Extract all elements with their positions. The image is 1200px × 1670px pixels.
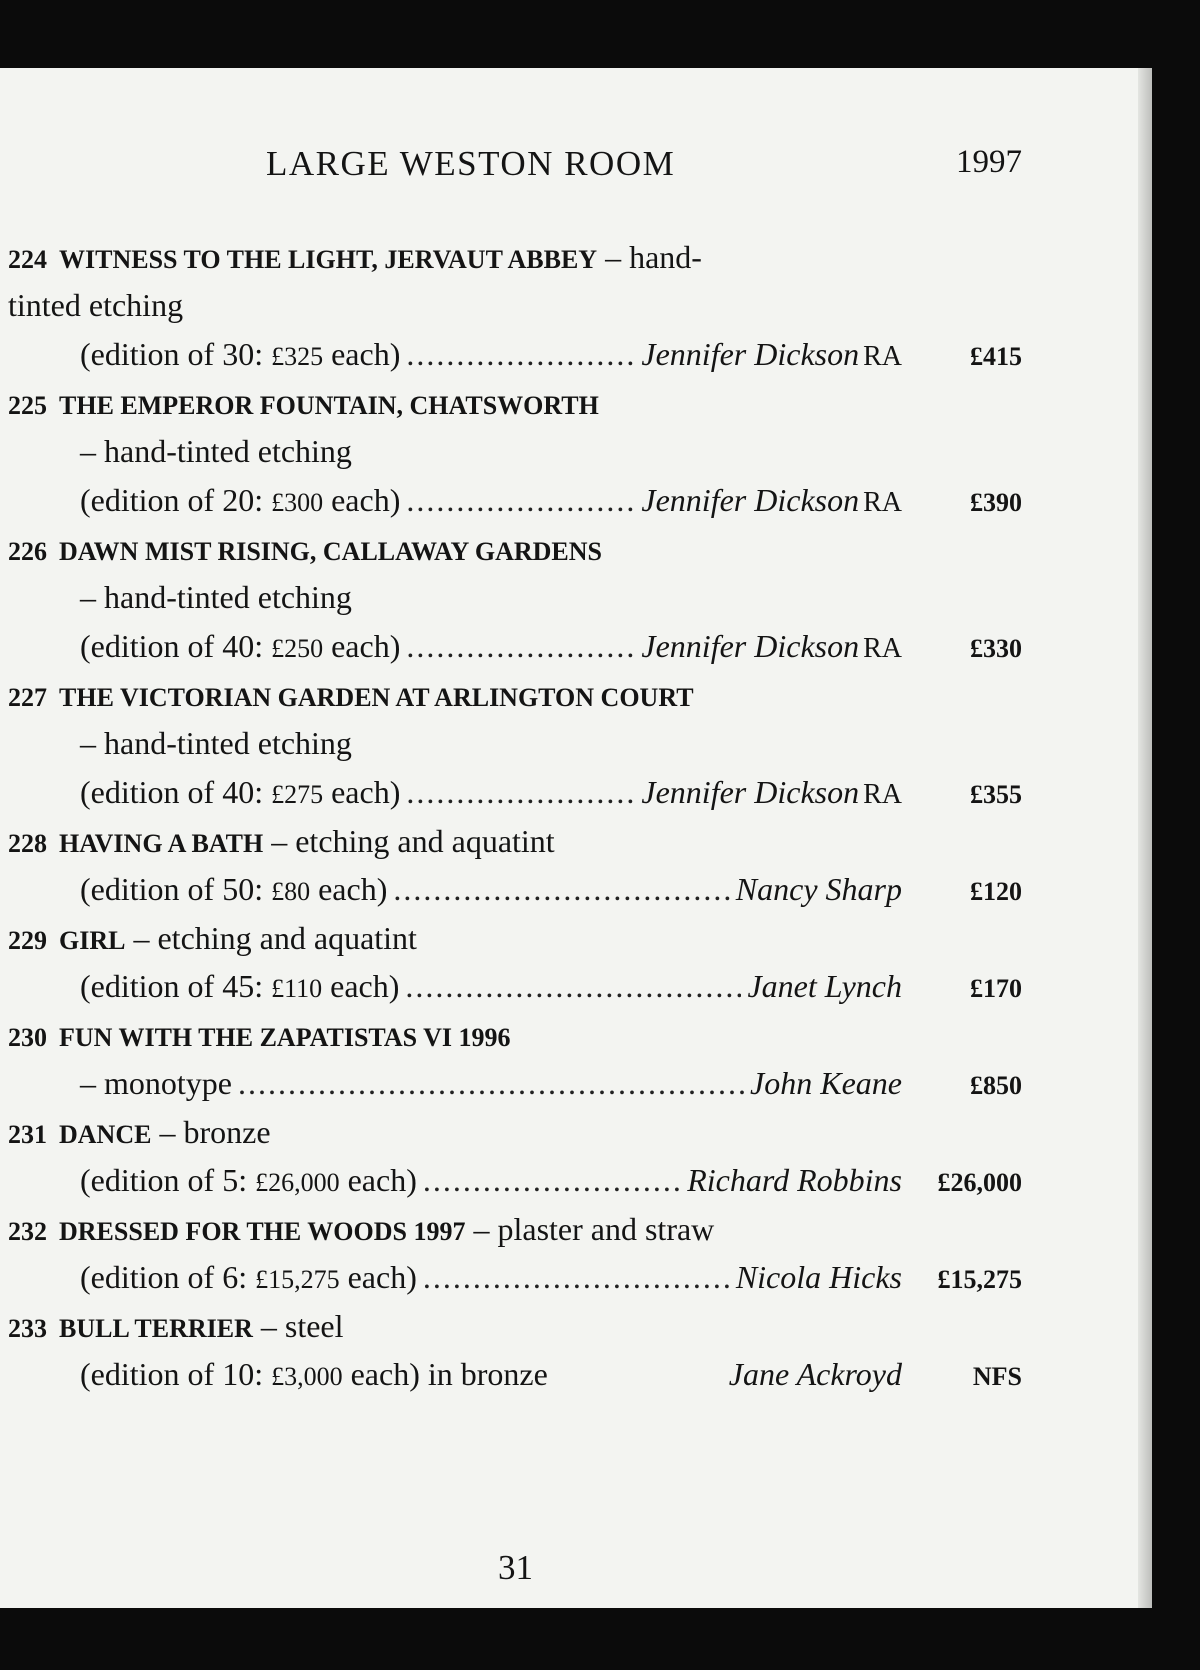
- entry-medium: – hand-tinted etching: [80, 433, 352, 469]
- entry-price: £15,275: [937, 1265, 1022, 1294]
- entry-edition: (edition of 5: £26,000 each): [80, 1162, 417, 1198]
- entry-artist: Janet Lynch: [747, 968, 902, 1004]
- entry-title: DAWN MIST RISING, CALLAWAY GARDENS: [59, 537, 602, 566]
- leader-dots: [423, 1253, 730, 1302]
- entry-edition: (edition of 50: £80 each): [80, 871, 388, 907]
- entry-artist: Jennifer Dickson RA: [641, 336, 902, 372]
- year: 1997: [956, 144, 1022, 180]
- entry-edition: (edition of 40: £250 each): [80, 628, 401, 664]
- entry-number: 226: [8, 537, 47, 566]
- page-header: [0, 144, 1022, 194]
- entry-medium: – steel: [260, 1308, 344, 1344]
- entry-artist: Nancy Sharp: [735, 871, 902, 907]
- catalogue-entry-227: [8, 671, 1022, 817]
- entry-title: HAVING A BATH: [59, 829, 264, 858]
- entry-medium: – bronze: [159, 1114, 271, 1150]
- entry-title: DRESSED FOR THE WOODS 1997: [59, 1217, 466, 1246]
- entry-artist: Jane Ackroyd: [728, 1356, 902, 1392]
- entry-medium: – hand-: [605, 239, 702, 275]
- entry-medium: – etching and aquatint: [133, 920, 417, 956]
- entry-title: DANCE: [59, 1120, 152, 1149]
- entry-artist: John Keane: [750, 1065, 902, 1101]
- entry-number: 232: [8, 1217, 47, 1246]
- entry-edition: (edition of 10: £3,000 each) in bronze: [80, 1356, 548, 1392]
- entry-edition: (edition of 40: £275 each): [80, 774, 401, 810]
- entry-price: £415: [970, 342, 1022, 371]
- catalogue-entry-231: [8, 1108, 1022, 1205]
- catalogue-entry-228: [8, 817, 1022, 914]
- entry-price: £26,000: [937, 1168, 1022, 1197]
- leader-dots: [423, 1156, 681, 1205]
- entry-title: THE VICTORIAN GARDEN AT ARLINGTON COURT: [59, 683, 694, 712]
- leader-dots: [406, 330, 635, 379]
- entry-artist: Jennifer Dickson RA: [641, 774, 902, 810]
- entry-artist: Jennifer Dickson RA: [641, 628, 902, 664]
- leader-dots: [406, 768, 635, 817]
- catalogue-entry-229: [8, 914, 1022, 1011]
- page-number: 31: [498, 1548, 533, 1587]
- entry-medium: – plaster and straw: [473, 1211, 715, 1247]
- leader-dots: [405, 962, 741, 1011]
- entry-artist: Jennifer Dickson RA: [641, 482, 902, 518]
- leader-dots: [238, 1059, 744, 1108]
- entry-medium: – monotype: [80, 1065, 232, 1101]
- entry-number: 227: [8, 683, 47, 712]
- entry-medium-continued: tinted etching: [8, 287, 184, 323]
- entry-price: £355: [970, 780, 1022, 809]
- entry-price: NFS: [972, 1362, 1022, 1391]
- entry-title: WITNESS TO THE LIGHT, JERVAUT ABBEY: [59, 245, 598, 274]
- entry-number: 228: [8, 829, 47, 858]
- entry-edition: (edition of 6: £15,275 each): [80, 1259, 417, 1295]
- entry-artist: Richard Robbins: [687, 1162, 902, 1198]
- entry-number: 233: [8, 1314, 47, 1343]
- entry-title: FUN WITH THE ZAPATISTAS VI 1996: [59, 1023, 511, 1052]
- catalogue-entry-225: [8, 379, 1022, 525]
- catalogue-entries: [8, 233, 1022, 1399]
- entry-title: GIRL: [59, 926, 126, 955]
- entry-number: 224: [8, 245, 47, 274]
- catalogue-page: [0, 68, 1152, 1608]
- entry-edition: (edition of 45: £110 each): [80, 968, 400, 1004]
- entry-artist: Nicola Hicks: [735, 1259, 902, 1295]
- entry-edition: (edition of 30: £325 each): [80, 336, 401, 372]
- page-edge: [1138, 68, 1152, 1608]
- leader-dots: [393, 865, 729, 914]
- entry-price: £850: [970, 1071, 1022, 1100]
- catalogue-entry-226: [8, 525, 1022, 671]
- entry-number: 229: [8, 926, 47, 955]
- entry-medium: – etching and aquatint: [271, 823, 555, 859]
- entry-medium: – hand-tinted etching: [80, 725, 352, 761]
- leader-dots: [406, 476, 635, 525]
- leader-dots: [406, 622, 635, 671]
- catalogue-entry-232: [8, 1205, 1022, 1302]
- entry-price: £170: [970, 974, 1022, 1003]
- entry-title: THE EMPEROR FOUNTAIN, CHATSWORTH: [59, 391, 599, 420]
- entry-medium: – hand-tinted etching: [80, 579, 352, 615]
- entry-price: £390: [970, 488, 1022, 517]
- entry-number: 225: [8, 391, 47, 420]
- catalogue-entry-233: [8, 1302, 1022, 1399]
- room-title: LARGE WESTON ROOM: [266, 144, 676, 183]
- entry-price: £330: [970, 634, 1022, 663]
- entry-number: 230: [8, 1023, 47, 1052]
- entry-title: BULL TERRIER: [59, 1314, 253, 1343]
- catalogue-entry-230: [8, 1011, 1022, 1108]
- entry-edition: (edition of 20: £300 each): [80, 482, 401, 518]
- catalogue-entry-224: [8, 233, 1022, 379]
- entry-number: 231: [8, 1120, 47, 1149]
- entry-price: £120: [970, 877, 1022, 906]
